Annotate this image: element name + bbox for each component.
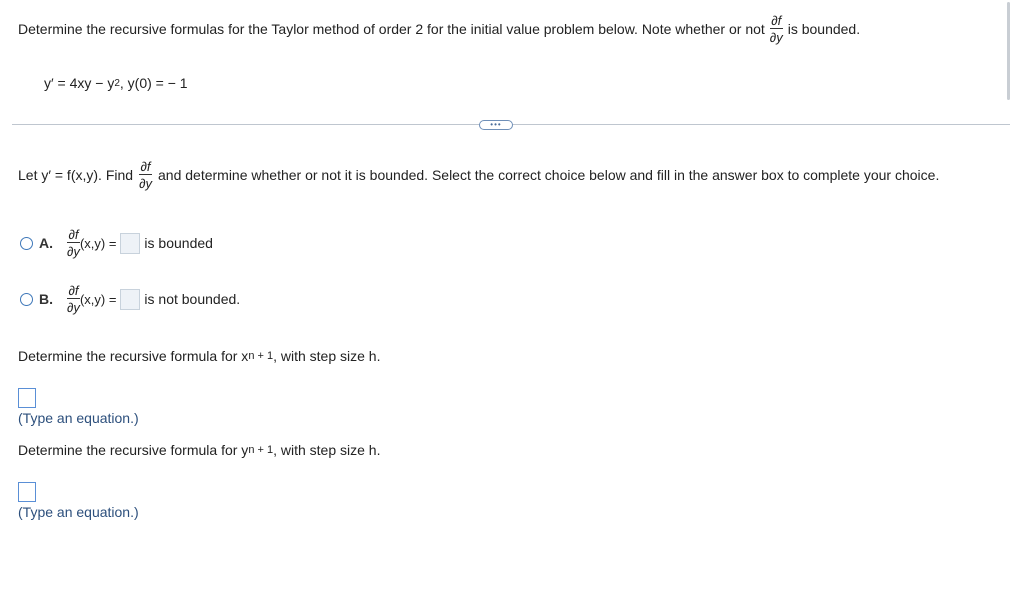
partial-derivative-fraction: [67, 228, 80, 258]
ivp-exponent: 2: [114, 77, 120, 89]
frac-numerator: ∂f: [140, 159, 151, 174]
x-recursion-answer-box[interactable]: [18, 388, 36, 408]
choice-b-answer-box[interactable]: [120, 289, 140, 310]
choice-b-letter: B.: [39, 291, 53, 307]
ivp-initial-condition: , y(0) = − 1: [119, 75, 188, 91]
scrollbar-thumb[interactable]: [1007, 2, 1010, 100]
part3-prompt-text: Determine the recursive formula for y: [18, 442, 249, 458]
question-intro: [18, 14, 860, 44]
y-recursion-answer-box[interactable]: [18, 482, 36, 502]
partial-derivative-fraction: [770, 14, 783, 44]
question-intro-tail: is bounded.: [787, 21, 861, 37]
part3-subscript: n + 1: [248, 444, 274, 456]
choice-a-letter: A.: [39, 235, 53, 251]
ivp-lhs: y′ = 4xy − y: [44, 75, 115, 91]
question-intro-text: Determine the recursive formulas for the Taylor method of order 2 for the initial value problem below. Note whether or not: [18, 21, 765, 37]
frac-denominator: ∂y: [67, 300, 80, 315]
choice-b-expression: (x,y) =: [79, 291, 117, 307]
part2-hint: (Type an equation.): [18, 410, 139, 426]
ivp-equation: [44, 75, 188, 91]
frac-numerator: ∂f: [771, 13, 782, 28]
choice-b[interactable]: [20, 284, 240, 314]
choice-b-suffix: is not bounded.: [144, 291, 241, 307]
part2-prompt-text: Determine the recursive formula for x: [18, 348, 249, 364]
frac-numerator: ∂f: [68, 283, 79, 298]
partial-derivative-fraction: [67, 284, 80, 314]
choice-a[interactable]: [20, 228, 213, 258]
part1-prompt: [18, 160, 939, 190]
choice-a-answer-box[interactable]: [120, 233, 140, 254]
part3-hint: (Type an equation.): [18, 504, 139, 520]
choice-a-expression: (x,y) =: [79, 235, 117, 251]
part3-prompt: [18, 442, 380, 458]
part1-prompt-tail: and determine whether or not it is bounded. Select the correct choice below and fill in the answer box to complete your choice.: [158, 167, 940, 183]
choice-a-radio[interactable]: [20, 237, 33, 250]
part2-prompt: [18, 348, 380, 364]
choice-b-radio[interactable]: [20, 293, 33, 306]
more-options-button[interactable]: [479, 120, 513, 130]
part1-prompt-text: Let y′ = f(x,y). Find: [18, 167, 134, 183]
partial-derivative-fraction: [139, 160, 152, 190]
part2-subscript: n + 1: [248, 350, 274, 362]
part3-prompt-tail: , with step size h.: [273, 442, 381, 458]
frac-numerator: ∂f: [68, 227, 79, 242]
frac-denominator: ∂y: [769, 30, 783, 45]
part2-prompt-tail: , with step size h.: [273, 348, 381, 364]
choice-a-suffix: is bounded: [144, 235, 213, 251]
frac-denominator: ∂y: [67, 244, 80, 259]
frac-denominator: ∂y: [139, 176, 152, 191]
more-dots-icon: •••: [490, 120, 502, 129]
